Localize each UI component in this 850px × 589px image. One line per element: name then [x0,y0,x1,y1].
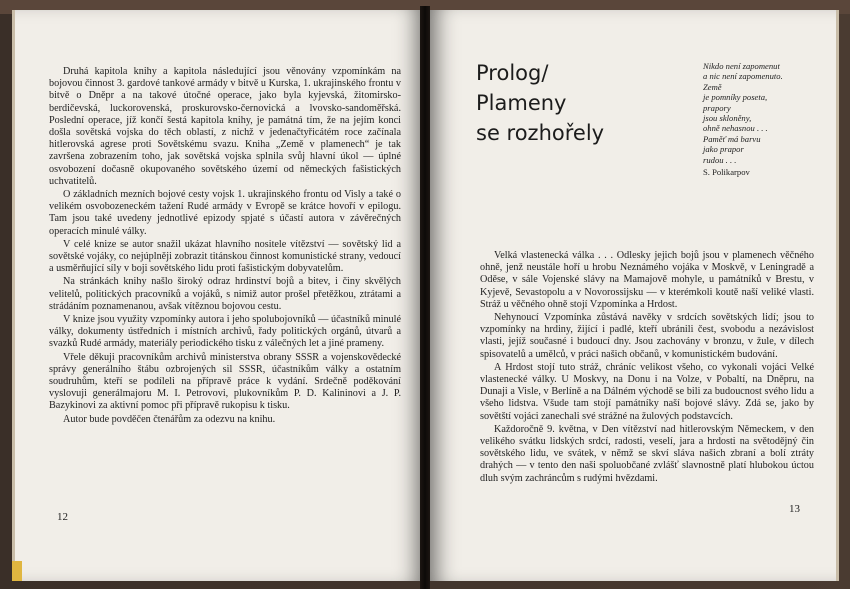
left-paragraph: Druhá kapitola knihy a kapitola následující jsou věnovány vzpomínkám na bojovou činnost 3. gardové tankové armády v bitvě u Kurska, 1. ukrajinského frontu v bitvě o Dněpr a na takové útočné operace, jako byla kyjevská, žitomirsko-berdičevská, luckorovenská, proskurovsko-černovická a lvovsko-sandoměřská. Poslední operace, jíž končí šestá kapitola knihy, je památná tím, že na jejím konci došla sovětská vojska do těch oblastí, z nichž v jedenačtyřicátém roce začínala hitlerovská agrese proti Sovětskému svazu. Kniha „Země v plamenech“ je tak završena zobrazením toho, jak sovětská vojska splnila svůj hlavní úkol — úplné osvobození dočasně okupovaného sovětského území od německých fašistických uchvatitelů. [49,66,401,187]
epigraph-line: a nic není zapomenuto. [703,71,783,82]
epigraph-line: jako prapor [703,144,744,155]
right-paragraph: Nehynoucí Vzpomínka zůstává navěky v srdcích sovětských lidí; jsou to vzpomínky na hrdiny, žijící i padlé, kteří ubránili čest, svobodu a nezávislost vlasti, jejíž současné i budoucí dny. Jsou zachovány v bronzu, v žule, v dílech spisovatelů a umělců, v práci našich občanů, v komunistickém budování. [480,312,814,360]
epigraph [703,61,833,177]
epigraph-line: prapory [703,102,731,113]
left-paragraph: Na stránkách knihy našlo široký odraz hrdinství bojů a bitev, i činy skvělých velitelů, politických pracovníků a vojáků, s nimiž autor prošel přetěžkou, ztrátami a strádáním poznamenanou, avšak vítěznou bojovou cestu. [49,276,401,312]
epigraph-author: S. Polikarpov [703,167,750,178]
epigraph-line: Nikdo není zapomenut [703,61,780,71]
left-paragraph: Autor bude povděčen čtenářům za odezvu na knihu. [63,413,276,425]
page-number: 12 [57,511,68,523]
left-paragraph: O základních mezních bojové cesty vojsk 1. ukrajinského frontu od Visly a také o velikém osvobozeneckém tažení Rudé armády v Evropě se krátce hovoří v epilogu. Tam jsou také uvedeny jednotlivé epizody spjaté s účastí autora v závěrečných operacích minulé války. [49,189,401,237]
left-paragraph: V celé knize se autor snažil ukázat hlavního nositele vítězství — sovětský lid a sovětské vojáky, co nejúplněji zobrazit titánskou činnost komunistické strany, vedoucí a usměrňující síly v boji sovětského lidu proti fašistickým dobyvatelům. [49,238,401,275]
epigraph-line: rudou . . . [703,154,737,165]
right-paragraph: Velká vlastenecká válka . . . Odlesky jejich bojů jsou v plamenech věčného ohně, jenž neustále hoří u hrobu Neznámého vojáka v Moskvě, v Leningradě a Oděse, v sále Vojenské slávy na Mamajově mohyle, u památníků v Brestu, v Kyjevě, Sevastopolu a v Novorossijsku — v kterémkoli koutě naší veliké vlasti. Stráž u věčného ohně stojí Vzpomínka a Hrdost. [480,250,814,310]
right-paragraph: A Hrdost stojí tuto stráž, chráníc velikost všeho, co vykonali vojáci Velké vlastenecké války. U Moskvy, na Donu i na Volze, v Pobaltí, na Dněpru, na Dunaji a Visle, v Berlíně a na Dálném východě se bili za budoucnost svého lidu a všeho lidstva. Všude tam stojí památníky naší bojové slávy. Zdá se, jako by sovětští vojáci zanechali své strážné na žulových podstavcích. [480,361,814,422]
epigraph-line: Země [703,81,722,92]
chapter-title-line: se rozhořely [476,121,605,145]
chapter-title-line: Plameny [476,91,567,115]
left-page-text [49,66,401,427]
left-page [12,10,423,581]
epigraph-line: Paměť má barvu [703,133,761,144]
left-paragraph: Vřele děkuji pracovníkům archivů ministerstva obrany SSSR a vojenskovědecké správy generálního štábu ozbrojených sil SSSR, účastníkům války a ostatním soudruhům, kteří se podíleli na přípravě práce k vydání. Srdečně poděkování vyslovuji generálmajoru M. I. Petrovovi, plukovníkům P. D. Kalininovi a J. P. Bazykinovi za aktivní pomoc při přípravě rukopisu k tisku. [49,351,401,412]
chapter-title [476,58,604,148]
book-gutter [420,6,430,589]
page-tab-marker [12,561,22,581]
epigraph-line: ohně nehasnou . . . [703,123,768,134]
chapter-title-line: Prolog/ [476,61,549,85]
page-number: 13 [789,503,800,515]
right-page [430,10,839,581]
epigraph-line: je pomníky poseta, [703,92,768,103]
epigraph-line: jsou skloněny, [703,113,752,124]
right-page-text [480,250,814,486]
left-paragraph: V knize jsou využity vzpomínky autora i jeho spolubojovníků — účastníků minulé války, dokumenty ústředních i místních archivů, řady politických orgánů, útvarů a svazků Rudé armády, materiály periodického tisku z válečných let a jiné prameny. [49,314,401,350]
right-paragraph: Každoročně 9. května, v Den vítězství nad hitlerovským Německem, v den velikého svátku lidských srdcí, radosti, veselí, jara a hrdosti na světodějný čin sovětského lidu, ve svátek, v němž se skví sláva našich zbraní a bolí ztráty drahých — v tento den naši spoluobčané zvlášť slavnostně platí hlubokou úctou dluh svým zachráncům s rudými hvězdami. [480,423,814,484]
